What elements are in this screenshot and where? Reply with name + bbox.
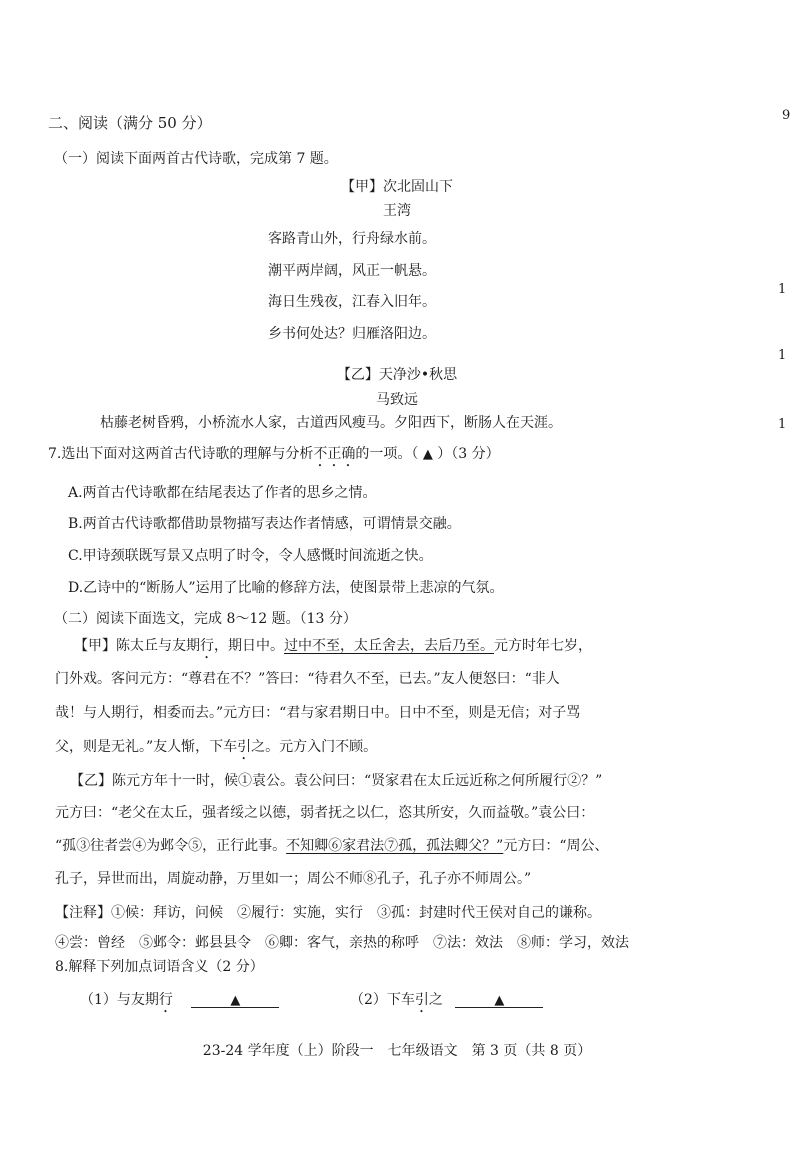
q7-emphasis: 不正确 bbox=[313, 446, 356, 462]
notes-line: 【注释】①候：拜访，问候 ②履行：实施，实行 ③孤：封建时代王侯对自己的谦称。 bbox=[55, 905, 601, 921]
poem-a-title: 【甲】次北固山下 bbox=[341, 179, 453, 195]
q7-stem: 7.选出下面对这两首古代诗歌的理解与分析不正确的一项。（ ▲ ）（3 分） bbox=[48, 446, 500, 462]
section-title: 二、阅读（满分 50 分） bbox=[48, 114, 212, 132]
q8-stem: 8.解释下列加点词语含义（2 分） bbox=[55, 959, 264, 975]
underlined-sentence: 过中不至，太丘舍去，去后乃至。 bbox=[284, 638, 494, 654]
q7-option-d: D.乙诗中的“断肠人”运用了比喻的修辞方法，使图景带上悲凉的气氛。 bbox=[68, 580, 504, 596]
q7-option-b: B.两首古代诗歌都借助景物描写表达作者情感，可谓情景交融。 bbox=[68, 516, 461, 532]
passage-jia-line: 【甲】陈太丘与友期行，期日中。过中不至，太丘舍去，去后乃至。元方时年七岁， bbox=[74, 638, 592, 654]
margin-mark: 1 bbox=[778, 348, 787, 363]
passage-jia-line: 父，则是无礼。”友人惭，下车引之。元方入门不顾。 bbox=[55, 739, 378, 755]
poem-b-text: 枯藤老树昏鸦，小桥流水人家，古道西风瘦马。夕阳西下，断肠人在天涯。 bbox=[100, 415, 562, 431]
passage-yi-line: 孔子，异世而出，周旋动静，万里如一；周公不师⑧孔子，孔子亦不师周公。” bbox=[55, 871, 532, 887]
q8-item-2: （2）下车引之 ▲ bbox=[350, 992, 543, 1016]
part2-intro: （二）阅读下面选文，完成 8～12 题。（13 分） bbox=[54, 611, 357, 627]
answer-marker: ▲ bbox=[230, 993, 241, 1008]
passage-jia-line: 哉！与人期行，相委而去。”元方曰：“君与家君期日中。日中不至，则是无信；对子骂 bbox=[55, 705, 581, 721]
margin-mark: 9 bbox=[782, 108, 791, 123]
poem-b-author: 马致远 bbox=[376, 392, 418, 408]
passage-yi-line: 【乙】陈元方年十一时，候①袁公。袁公问曰：“贤家君在太丘远近称之何所履行②？” bbox=[70, 773, 603, 789]
page-footer: 23-24 学年度（上）阶段一 七年级语文 第 3 页（共 8 页） bbox=[202, 1043, 592, 1059]
passage-yi-line: “孤③往者尝④为邺令⑤，正行此事。不知卿⑥家君法⑦孤，孤法卿父？”元方曰：“周公、 bbox=[55, 838, 609, 854]
answer-marker: ▲ bbox=[494, 993, 505, 1008]
notes-line: ④尝：曾经 ⑤邺令：邺县县令 ⑥卿：客气，亲热的称呼 ⑦法：效法 ⑧师：学习，效法 bbox=[55, 935, 629, 951]
margin-mark: 1 bbox=[778, 417, 787, 432]
part1-intro: （一）阅读下面两首古代诗歌，完成第 7 题。 bbox=[54, 151, 338, 167]
margin-mark: 1 bbox=[778, 282, 787, 297]
answer-marker: ▲ bbox=[422, 447, 433, 462]
answer-blank-1[interactable] bbox=[191, 993, 279, 1008]
q7-option-a: A.两首古代诗歌都在结尾表达了作者的思乡之情。 bbox=[68, 485, 377, 501]
underlined-sentence: 不知卿⑥家君法⑦孤，孤法卿父？” bbox=[286, 838, 504, 854]
q8-item-1: （1）与友期行 ▲ bbox=[80, 992, 279, 1016]
poem-a-line: 客路青山外，行舟绿水前。 bbox=[268, 231, 436, 247]
poem-a-line: 潮平两岸阔，风正一帆悬。 bbox=[268, 263, 436, 279]
poem-b-title: 【乙】天净沙•秋思 bbox=[336, 367, 458, 383]
passage-jia-line: 门外戏。客问元方：“尊君在不？”答曰：“待君久不至，已去。”友人便怒曰：“非人 bbox=[55, 671, 560, 687]
poem-a-author: 王湾 bbox=[383, 203, 411, 219]
poem-a-line: 乡书何处达？归雁洛阳边。 bbox=[268, 326, 436, 342]
poem-a-line: 海日生残夜，江春入旧年。 bbox=[268, 294, 436, 310]
answer-blank-2[interactable] bbox=[455, 993, 543, 1008]
passage-yi-line: 元方曰：“老父在太丘，强者绥之以德，弱者抚之以仁，恣其所安，久而益敬。”袁公曰： bbox=[55, 805, 595, 821]
q7-option-c: C.甲诗颈联既写景又点明了时令，令人感慨时间流逝之快。 bbox=[68, 548, 433, 564]
